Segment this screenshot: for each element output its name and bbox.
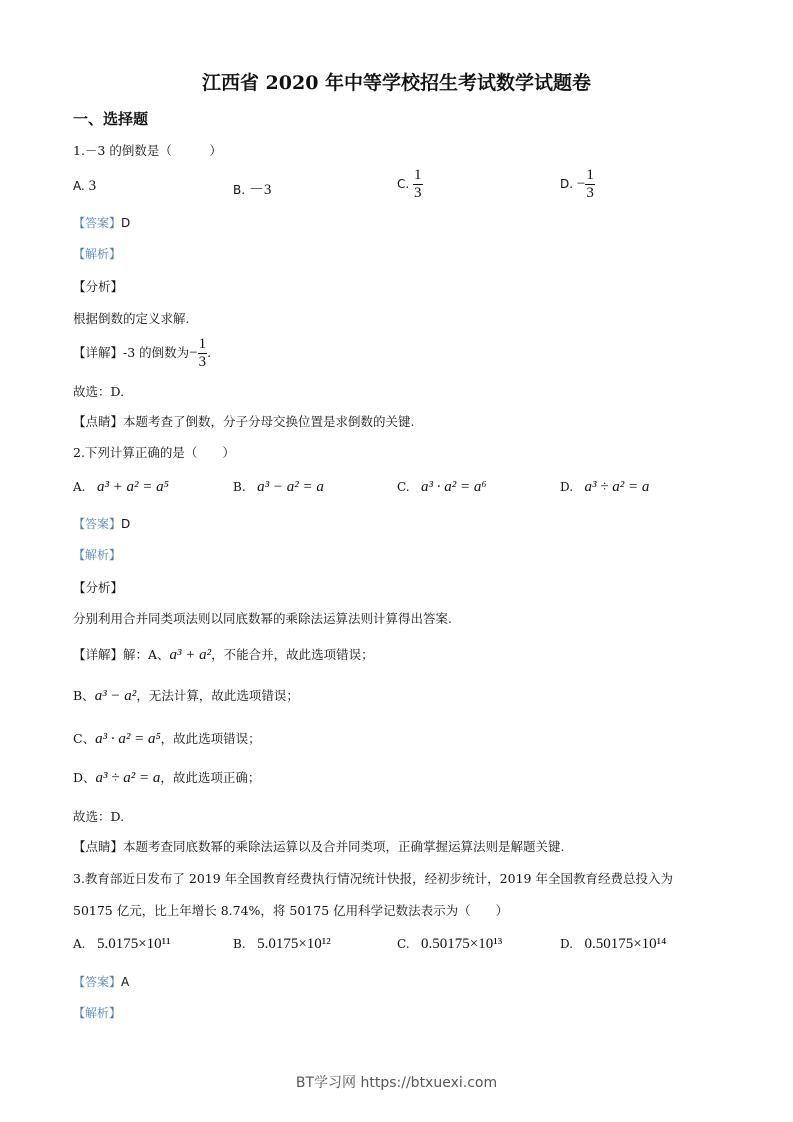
q1-option-b: B. －3 [233,182,272,198]
q2-option-a: A. a³ + a² = a⁵ [73,479,169,495]
q1-fenxi-label: 【分析】 [73,279,124,294]
q1-option-a: A. 3 [73,178,97,194]
q3-answer: 【答案】A [73,975,130,989]
q2-detail-a: 【详解】解：A、a³ + a²，不能合并，故此选项错误； [73,647,374,663]
q2-fenxi-text: 分别利用合并同类项法则以同底数幂的乘除法运算法则计算得出答案. [73,611,452,626]
q2-choose: 故选：D. [73,809,125,824]
q1-option-d: D. − $\frac{1}{3}$ [560,167,594,201]
footer-watermark: BT学习网 https://btxuexi.com [295,1075,498,1091]
q2-dianjing: 【点睛】本题考查同底数幂的乘除法运算以及合并同类项，正确掌握运算法则是解题关键. [73,839,565,854]
q1-stem: 1.－3 的倒数是（ ） [73,143,222,158]
q3-stem-line1: 3.教育部近日发布了 2019 年全国教育经费执行情况统计快报，经初步统计，2019 年全国教育经费总投入为 [73,871,673,886]
section-heading: 一、选择题 [73,110,149,128]
q3-option-b: B. 5.0175×10¹² [233,936,331,952]
q1-fenxi-text: 根据倒数的定义求解. [73,311,190,326]
q1-dianjing: 【点睛】本题考查了倒数，分子分母交换位置是求倒数的关键. [73,414,415,429]
q1-analysis-label: 【解析】 [73,247,122,261]
q2-stem: 2.下列计算正确的是（ ） [73,445,235,460]
q2-answer: 【答案】D [73,517,131,531]
q1-detail: 【详解】-3 的倒数为− $\frac{1}{3}$ . [73,336,212,370]
q2-option-d: D. a³ ÷ a² = a [560,479,650,495]
fraction: $\frac{1}{3}$ [586,167,594,201]
q2-option-c: C. a³ · a² = a⁶ [397,479,487,495]
page-title: 江西省 2020 年中等学校招生考试数学试题卷 [201,72,592,94]
q2-fenxi-label: 【分析】 [73,580,124,595]
q3-option-c: C. 0.50175×10¹³ [397,936,503,952]
q3-stem-line2: 50175 亿元，比上年增长 8.74%，将 50175 亿用科学记数法表示为（ ） [73,903,509,918]
q2-analysis-label: 【解析】 [73,548,122,562]
q1-choose: 故选：D. [73,384,125,399]
q3-option-a: A. 5.0175×10¹¹ [73,936,171,952]
q1-option-c: C. $\frac{1}{3}$ [397,167,422,201]
fraction: $\frac{1}{3}$ [198,336,207,370]
q2-detail-b: B、a³ − a²，无法计算，故此选项错误； [73,688,299,704]
q3-option-d: D. 0.50175×10¹⁴ [560,936,667,952]
q1-answer: 【答案】D [73,216,131,230]
q3-analysis-label: 【解析】 [73,1006,122,1020]
q2-detail-d: D、a³ ÷ a² = a，故此选项正确； [73,770,261,786]
fraction: $\frac{1}{3}$ [414,167,422,201]
q2-detail-c: C、a³ · a² = a⁵，故此选项错误； [73,731,261,747]
q2-option-b: B. a³ − a² = a [233,479,324,495]
